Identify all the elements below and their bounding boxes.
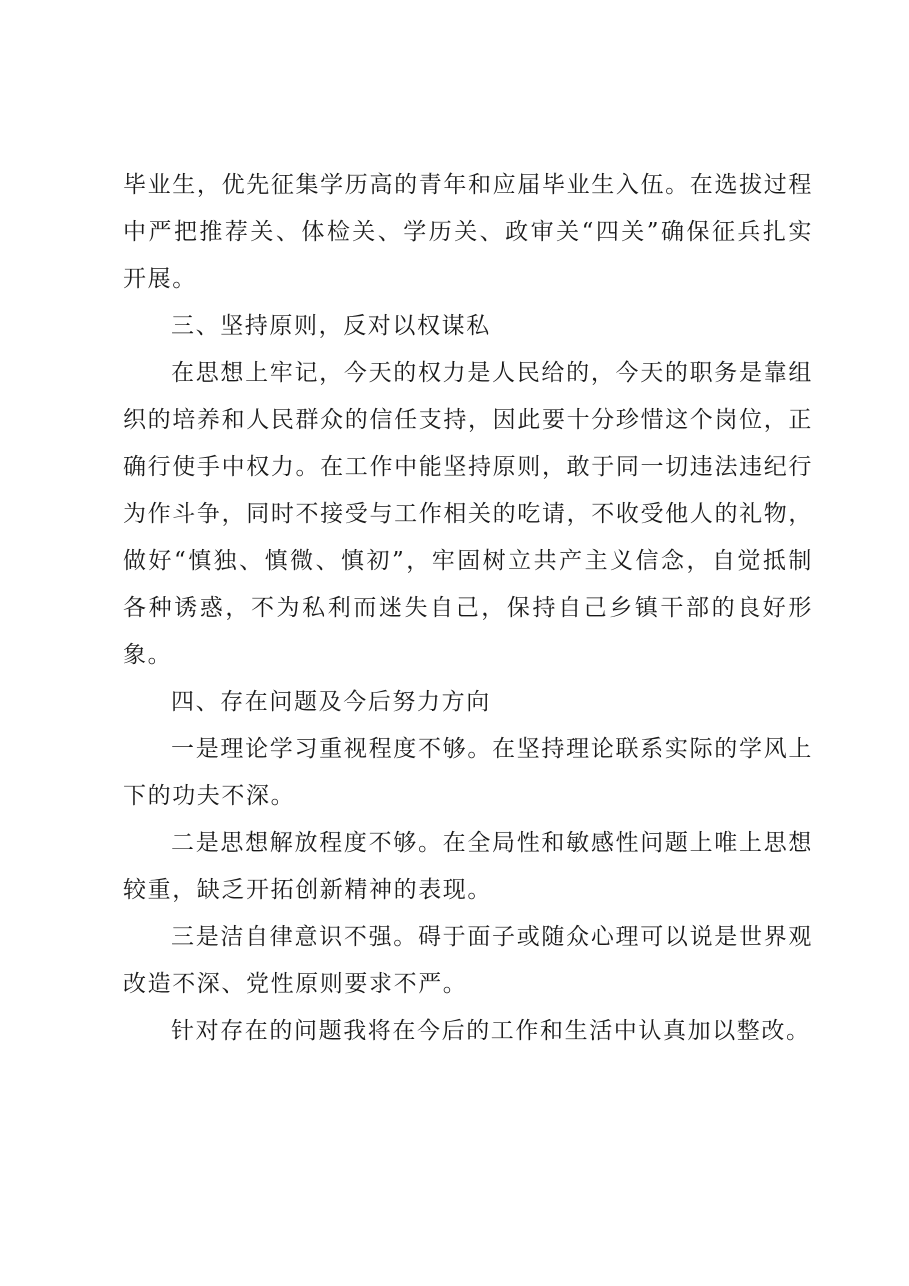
section-heading-three: 三、坚持原则，反对以权谋私 xyxy=(171,313,491,339)
paragraph-issue-three: 三是洁自律意识不强。碍于面子或随众心理可以说是世界观改造不深、党性原则要求不严。 xyxy=(123,924,813,997)
document-body xyxy=(123,162,813,1055)
paragraph-conclusion: 针对存在的问题我将在今后的工作和生活中认真加以整改。 xyxy=(171,1018,811,1044)
paragraph-issue-two: 二是思想解放程度不够。在全局性和敏感性问题上唯上思想较重，缺乏开拓创新精神的表现。 xyxy=(123,830,813,903)
paragraph-continuation: 毕业生，优先征集学历高的青年和应届毕业生入伍。在选拔过程中严把推荐关、体检关、学历关、政审关“四关”确保征兵扎实开展。 xyxy=(123,172,813,292)
section-heading-four: 四、存在问题及今后努力方向 xyxy=(171,689,491,715)
paragraph-principles: 在思想上牢记，今天的权力是人民给的，今天的职务是靠组织的培养和人民群众的信任支持，因此要十分珍惜这个岗位，正确行使手中权力。在工作中能坚持原则，敢于同一切违法违纪行为作斗争，同时不接受与工作相关的吃请，不收受他人的礼物，做好“慎独、慎微、慎初”，牢固树立共产主义信念，自觉抵制各种诱惑，不为私利而迷失自己，保持自己乡镇干部的良好形象。 xyxy=(123,360,813,668)
paragraph-issue-one: 一是理论学习重视程度不够。在坚持理论联系实际的学风上下的功夫不深。 xyxy=(123,736,813,809)
